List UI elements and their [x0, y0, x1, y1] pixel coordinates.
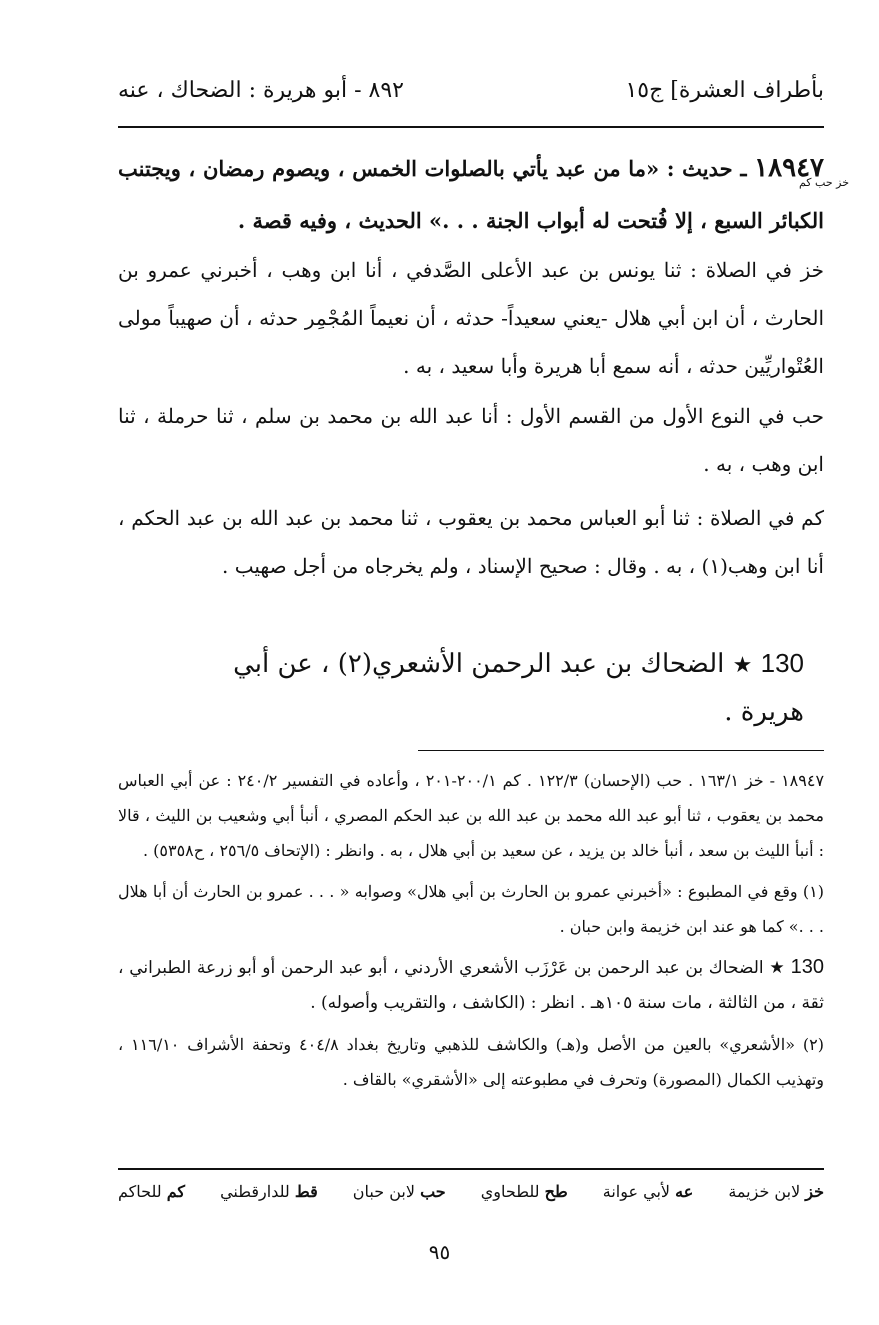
entry-heading: ٨٩٢ - أبو هريرة : الضحاك ، عنه	[118, 78, 404, 103]
narrator-number: 130	[760, 648, 804, 678]
footnote-1: (١) وقع في المطبوع : «أخبرني عمرو بن الحارث بن أبي هلال» وصوابه « . . . عمرو بن الحارث أن أبا هلال . . .» كما هو عند ابن خزيمة وابن حبان .	[118, 882, 824, 936]
footnote-sources: ١٨٩٤٧ - خز ١٦٣/١ . حب (الإحسان) ١٢٢/٣ . كم ٢٠٠/١-٢٠١ ، وأعاده في التفسير ٢٤٠/٢ : عن أبي العباس محمد بن يعقوب ، ثنا أبو عبد الله محمد بن عبد الله بن عبد الحكم المصري ، أنبأ أبي وشعيب بن الليث ، قالا : أنبأ الليث بن سعد ، أنبأ خالد بن يزيد ، عن سعيد بن أبي هلال ، به . وانظر : (الإتحاف ٢٥٦/٥ ، ح٥٣٥٨) .	[118, 771, 825, 860]
legend-item: حب لابن حبان	[352, 1182, 446, 1201]
footnotes	[118, 763, 824, 1103]
hadith-number: ١٨٩٤٧	[754, 153, 824, 183]
header-rule	[118, 126, 824, 128]
footnote-narrator-number: 130	[790, 956, 825, 978]
star-icon: ★	[732, 653, 753, 678]
hakim-paragraph: كم في الصلاة : ثنا أبو العباس محمد بن يعقوب ، ثنا محمد بن عبد الله بن عبد الحكم ، أنا ابن وهب(١) ، به . وقال : صحيح الإسناد ، ولم يخرجاه من أجل صهيب .	[118, 506, 824, 578]
star-icon: ★	[769, 958, 785, 978]
legend-item: قط للدارقطني	[220, 1182, 318, 1201]
book-title: بأطراف العشرة] ج١٥	[625, 78, 824, 103]
legend-item: عه لأبي عوانة	[602, 1182, 694, 1201]
page-number: ٩٥	[428, 1240, 451, 1264]
running-header	[118, 72, 824, 112]
hadith-text	[118, 142, 824, 247]
ibn-hibban-paragraph: حب في النوع الأول من القسم الأول : أنا عبد الله بن محمد بن سلم ، ثنا حرملة ، ثنا ابن وهب ، به .	[118, 404, 824, 476]
khuzayma-paragraph: خز في الصلاة : ثنا يونس بن عبد الأعلى الصَّدفي ، أنا ابن وهب ، أخبرني عمرو بن الحارث ، أن ابن أبي هلال -يعني سعيداً- حدثه ، أن نعيماً المُجْمِر حدثه ، أن صهيباً مولى العُتْواريِّين حدثه ، أنه سمع أبا هريرة وأبا سعيد ، به .	[118, 258, 824, 378]
narrator-heading	[180, 640, 804, 735]
abbreviation-legend	[118, 1182, 824, 1201]
footnote-2: (٢) «الأشعري» بالعين من الأصل و(هـ) والكاشف للذهبي وتاريخ بغداد ٤٠٤/٨ وتحفة الأشراف ١١٦/١٠ ، وتهذيب الكمال (المصورة) وتحرف في مطبوعته إلى «الأشقري» بالقاف .	[118, 1035, 824, 1089]
hadith-body: ـ حديث : «ما من عبد يأتي بالصلوات الخمس ، ويصوم رمضان ، ويجتنب الكبائر السبع ، إلا فُتحت له أبواب الجنة . . .» الحديث ، وفيه قصة .	[118, 156, 824, 233]
legend-item: خز لابن خزيمة	[728, 1182, 824, 1201]
legend-item: كم للحاكم	[118, 1182, 186, 1201]
hadith-sigla: خز حب كم	[798, 176, 849, 189]
legend-item: طح للطحاوي	[480, 1182, 568, 1201]
footnote-rule	[418, 750, 824, 751]
footnote-narrator	[118, 950, 824, 1021]
footnote-narrator-text: الضحاك بن عبد الرحمن بن عَرْزَب الأشعري الأردني ، أبو عبد الرحمن أو أبو زرعة الطبراني ، ثقة ، من الثالثة ، مات سنة ١٠٥هـ . انظر : (الكاشف ، والتقريب وأصوله) .	[118, 958, 824, 1013]
narrator-text: الضحاك بن عبد الرحمن الأشعري(٢) ، عن أبي هريرة .	[233, 649, 804, 727]
legend-rule	[118, 1168, 824, 1170]
